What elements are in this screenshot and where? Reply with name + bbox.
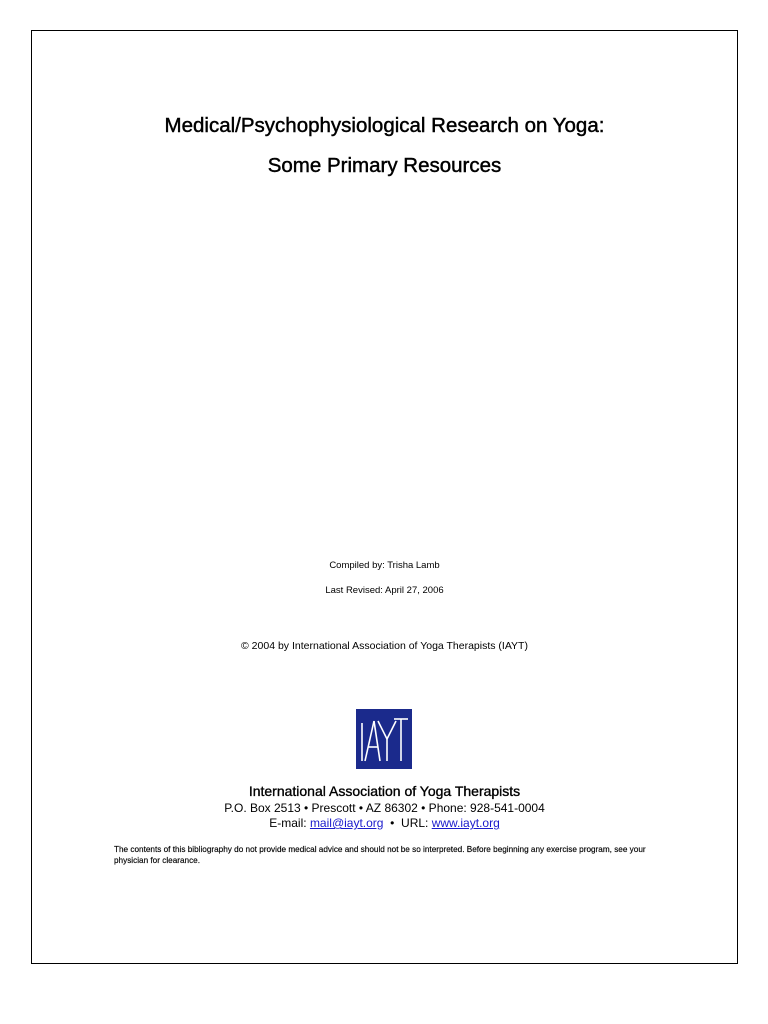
last-revised: Last Revised: April 27, 2006 xyxy=(325,585,444,596)
contact-separator: • xyxy=(390,816,395,830)
title-line-1: Medical/Psychophysiological Research on Yoga: xyxy=(164,114,605,137)
email-label: E-mail: xyxy=(269,816,307,830)
website-link[interactable]: www.iayt.org xyxy=(431,816,500,830)
compiled-by: Compiled by: Trisha Lamb xyxy=(329,560,440,571)
email-link[interactable]: mail@iayt.org xyxy=(309,816,384,830)
organization-contact xyxy=(31,816,738,830)
organization-address: P.O. Box 2513 • Prescott • AZ 86302 • Phone: 928-541-0004 xyxy=(224,801,545,815)
title-line-2: Some Primary Resources xyxy=(267,154,502,177)
medical-disclaimer: The contents of this bibliography do not provide medical advice and should not be so interpreted. Before beginning any exercise program, see your physician for clearance. xyxy=(114,845,646,865)
iayt-logo xyxy=(356,709,412,769)
copyright-notice: © 2004 by International Association of Yoga Therapists (IAYT) xyxy=(241,640,528,652)
organization-name: International Association of Yoga Therapists xyxy=(248,783,521,799)
iayt-logo-mark xyxy=(356,709,412,769)
url-label: URL: xyxy=(401,816,429,830)
